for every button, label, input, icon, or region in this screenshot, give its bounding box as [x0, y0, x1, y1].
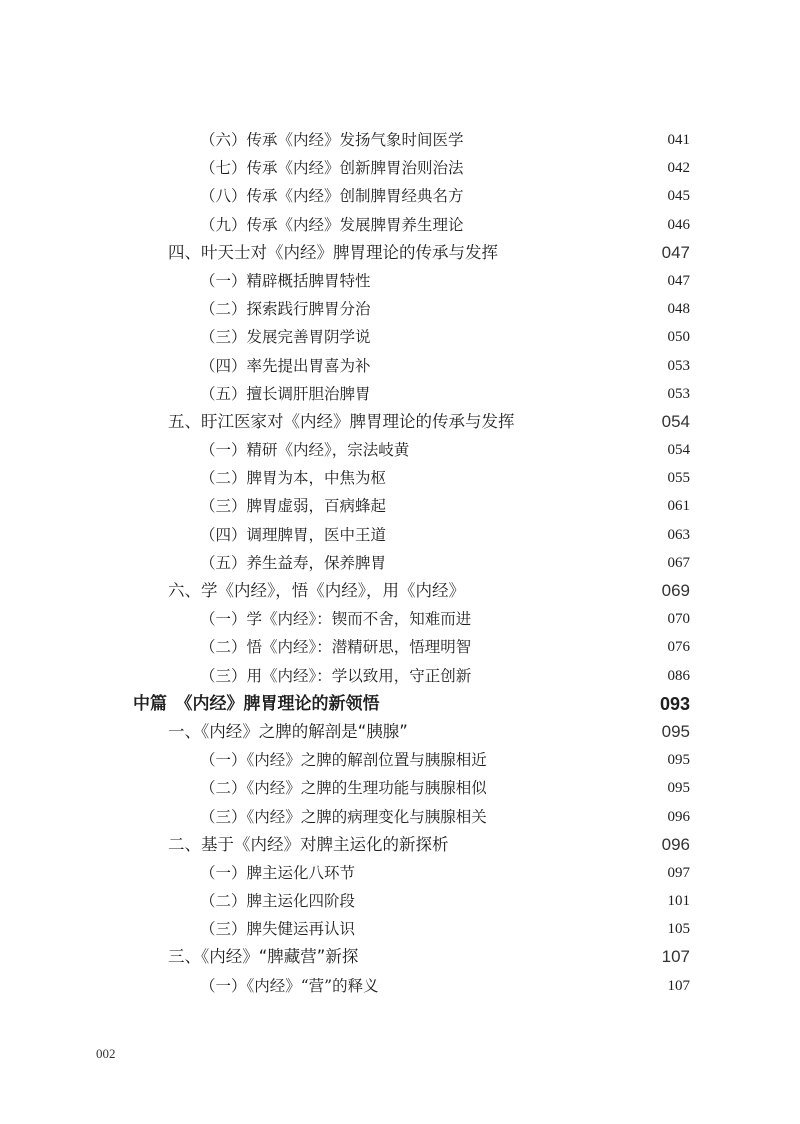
toc-entry: [0, 521, 800, 549]
toc-entry: [0, 577, 800, 605]
toc-entry-title: （一）精辟概括脾胃特性: [200, 271, 371, 290]
toc-entry-title: （一）精研《内经》，宗法岐黄: [200, 441, 410, 460]
toc-entry-page: 047: [667, 272, 690, 289]
toc-entry-title: （六）传承《内经》发扬气象时间医学: [200, 131, 464, 149]
toc-entry-page: 048: [667, 301, 690, 318]
toc-entry-title: 一、《内经》之脾的解剖是“胰腺”: [168, 721, 408, 741]
toc-entry-title: 六、学《内经》，悟《内经》，用《内经》: [168, 581, 465, 600]
toc-entry-page: 046: [667, 216, 690, 233]
toc-entry-page: 067: [667, 554, 690, 571]
toc-entry-page: 105: [667, 921, 690, 938]
toc-entry: [0, 549, 800, 577]
toc-entry: [0, 831, 800, 859]
toc-entry: [0, 380, 800, 408]
toc-entry-page: 055: [667, 470, 690, 487]
toc-entry-title: （五）养生益寿，保养脾胃: [200, 553, 387, 572]
toc-entry-title: （五）擅长调肝胆治脾胃: [200, 384, 371, 403]
toc-entry-title: （二）悟《内经》：潜精研思，悟理明智: [200, 638, 472, 657]
toc-entry-page: 063: [667, 526, 690, 543]
toc-entry: [0, 352, 800, 380]
toc-entry-title: 三、《内经》“脾藏营”新探: [168, 947, 359, 967]
toc-entry: [0, 154, 800, 182]
toc-entry-page: 095: [667, 752, 690, 769]
toc-entry-page: 053: [667, 357, 690, 374]
toc-entry: [0, 972, 800, 1000]
toc-entry: [0, 746, 800, 774]
toc-entry: [0, 943, 800, 971]
toc-entry: [0, 887, 800, 915]
toc-entry: [0, 803, 800, 831]
toc-entry: [0, 718, 800, 746]
toc-entry-page: 096: [661, 834, 690, 854]
toc-entry-title: （三）《内经》之脾的病理变化与胰腺相关: [200, 807, 487, 826]
toc-entry-title: （二）脾主运化四阶段: [200, 892, 356, 911]
toc-entry: [0, 774, 800, 802]
page-number: 002: [96, 1046, 116, 1061]
toc-entry-title: （二）脾胃为本，中焦为枢: [200, 469, 387, 488]
toc-entry-page: 093: [659, 693, 690, 714]
toc-entry-title: （二）探索践行脾胃分治: [200, 300, 371, 319]
toc-entry: [0, 690, 800, 718]
toc-entry-page: 041: [667, 132, 690, 148]
toc-entry: [0, 323, 800, 351]
toc-entry-title: 中篇 《内经》脾胃理论的新领悟: [133, 693, 380, 714]
toc-entry-title: （七）传承《内经》创新脾胃治则治法: [200, 159, 464, 178]
toc-entry: [0, 662, 800, 690]
toc-entry: [0, 267, 800, 295]
toc-entry-title: （一）《内经》之脾的解剖位置与胰腺相近: [200, 751, 487, 770]
toc-entry-page: 096: [667, 808, 690, 825]
toc-entry-title: （三）脾胃虚弱，百病蜂起: [200, 497, 387, 516]
toc-entry-page: 054: [661, 411, 690, 431]
toc-entry-title: （一）学《内经》：锲而不舍，知难而进: [200, 610, 472, 629]
toc-entry: [0, 859, 800, 887]
toc-entry-page: 042: [667, 160, 690, 177]
toc-entry-page: 045: [667, 188, 690, 205]
toc-entry: [0, 915, 800, 943]
toc-entry-title: （一）《内经》“营”的释义: [200, 976, 379, 995]
toc-entry: [0, 295, 800, 323]
toc-entry-title: （三）发展完善胃阴学说: [200, 328, 371, 347]
toc-entry: [0, 211, 800, 239]
toc-entry: [0, 126, 800, 154]
toc-entry-title: （三）脾失健运再认识: [200, 920, 356, 939]
toc-entry-page: 107: [661, 947, 690, 967]
toc-entry-title: （九）传承《内经》发展脾胃养生理论: [200, 215, 464, 234]
toc-entry-title: （八）传承《内经》创制脾胃经典名方: [200, 187, 464, 206]
toc-entry-page: 053: [667, 385, 690, 402]
toc-entry-page: 095: [667, 780, 690, 797]
toc-entry-page: 050: [667, 329, 690, 346]
toc-entry-title: （一）脾主运化八环节: [200, 863, 356, 882]
toc-entry: [0, 464, 800, 492]
toc-entry-page: 107: [667, 977, 690, 994]
toc-entry-page: 086: [667, 667, 690, 684]
toc-entry-title: （二）《内经》之脾的生理功能与胰腺相似: [200, 779, 487, 798]
table-of-contents: [0, 126, 800, 1000]
toc-entry-page: 061: [667, 498, 690, 515]
toc-entry-page: 101: [667, 893, 690, 910]
toc-entry-page: 054: [667, 442, 690, 459]
toc-entry-title: 五、盱江医家对《内经》脾胃理论的传承与发挥: [168, 411, 515, 431]
toc-entry-title: （四）率先提出胃喜为补: [200, 356, 371, 375]
toc-entry: [0, 182, 800, 210]
toc-entry-page: 095: [661, 721, 690, 741]
toc-entry-title: （四）调理脾胃，医中王道: [200, 525, 387, 544]
toc-entry: [0, 492, 800, 520]
toc-entry-title: 二、基于《内经》对脾主运化的新探析: [168, 834, 449, 854]
toc-entry: [0, 408, 800, 436]
toc-entry: [0, 605, 800, 633]
toc-entry-title: （三）用《内经》：学以致用，守正创新: [200, 666, 472, 685]
toc-entry: [0, 239, 800, 267]
toc-entry-title: 四、叶天士对《内经》脾胃理论的传承与发挥: [168, 242, 498, 262]
toc-entry: [0, 633, 800, 661]
toc-entry-page: 070: [667, 611, 690, 628]
toc-entry-page: 097: [667, 864, 690, 881]
toc-entry-page: 047: [661, 242, 690, 262]
toc-entry-page: 076: [667, 639, 690, 656]
toc-entry-page: 069: [661, 581, 690, 600]
toc-entry: [0, 436, 800, 464]
